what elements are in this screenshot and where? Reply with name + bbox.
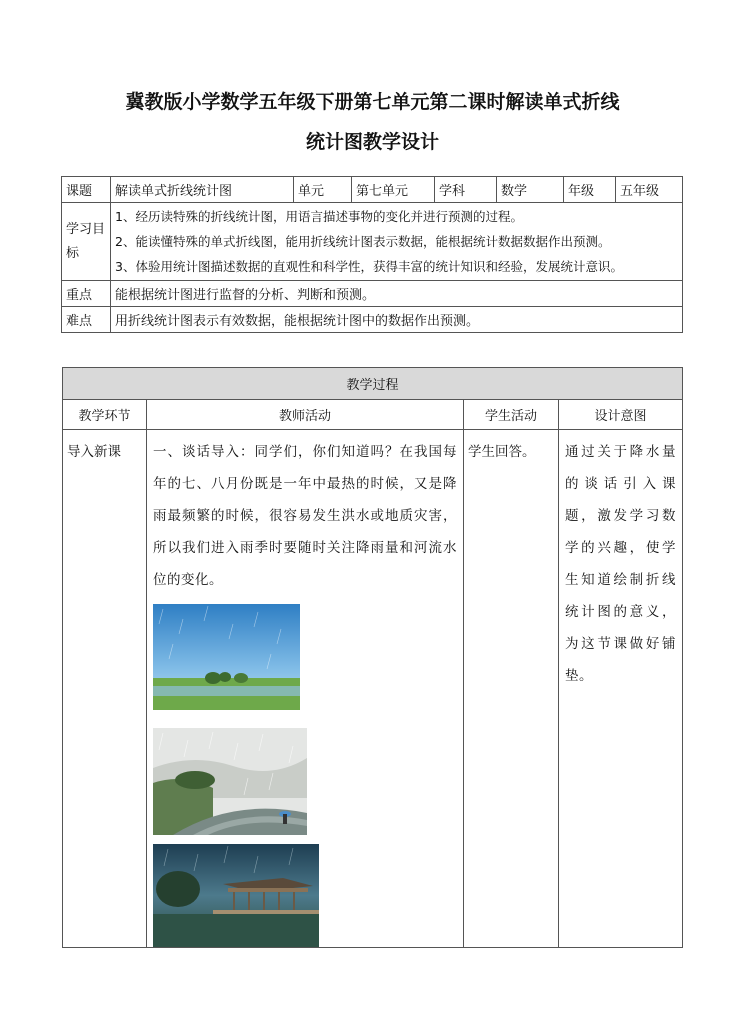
key-value: 能根据统计图进行监督的分析、判断和预测。 <box>111 281 683 307</box>
process-row-intro <box>63 430 683 948</box>
student-activity-cell: 学生回答。 <box>464 430 559 948</box>
teacher-activity-cell <box>147 430 464 948</box>
subject-label: 学科 <box>435 177 497 203</box>
grade-value: 五年级 <box>616 177 683 203</box>
goals-label: 学习目标 <box>62 203 111 281</box>
goal-item: 2、能读懂特殊的单式折线图，能用折线统计图表示数据，能根据统计数据数据作出预测。 <box>115 234 611 249</box>
document-title-line2: 统计图教学设计 <box>305 131 439 153</box>
process-column-headers <box>63 400 683 430</box>
difficult-value: 用折线统计图表示有效数据，能根据统计图中的数据作出预测。 <box>111 307 683 333</box>
goals-list <box>111 203 683 281</box>
topic-label: 课题 <box>62 177 111 203</box>
rain-path-umbrella-photo <box>153 728 307 835</box>
stage-cell: 导入新课 <box>63 430 147 948</box>
unit-value: 第七单元 <box>352 177 435 203</box>
info-row-goals <box>62 203 683 281</box>
difficult-label: 难点 <box>62 307 111 333</box>
goal-item: 3、体验用统计图描述数据的直观性和科学性，获得丰富的统计知识和经验，发展统计意识。 <box>115 259 623 274</box>
document-title-line1: 冀教版小学数学五年级下册第七单元第二课时解读单式折线 <box>125 91 620 113</box>
column-header: 学生活动 <box>464 400 559 430</box>
teacher-activity-text: 一、谈话导入：同学们，你们知道吗？在我国每年的七、八月份既是一年中最热的时候，又是降雨最频繁的时候，很容易发生洪水或地质灾害，所以我们进入雨季时要随时关注降雨量和河流水位的变化。 <box>153 444 457 588</box>
info-row-key <box>62 281 683 307</box>
subject-value: 数学 <box>497 177 564 203</box>
topic-value: 解读单式折线统计图 <box>111 177 294 203</box>
info-row-topic <box>62 177 683 203</box>
column-header: 教师活动 <box>147 400 464 430</box>
design-intent-cell <box>559 430 683 948</box>
rain-pavilion-photo <box>153 844 319 947</box>
rain-field-photo <box>153 604 300 710</box>
lesson-info-table <box>61 176 683 333</box>
grade-label: 年级 <box>564 177 616 203</box>
column-header: 设计意图 <box>559 400 683 430</box>
teaching-process-table <box>62 367 683 948</box>
design-intent-text: 通过关于降水量的谈话引入课题，激发学习数学的兴趣，使学生知道绘制折线统计图的意义，为这节课做好铺垫。 <box>565 444 677 684</box>
column-header: 教学环节 <box>63 400 147 430</box>
process-header: 教学过程 <box>63 368 683 400</box>
info-row-difficult <box>62 307 683 333</box>
key-label: 重点 <box>62 281 111 307</box>
goal-item: 1、经历读特殊的折线统计图，用语言描述事物的变化并进行预测的过程。 <box>115 209 523 224</box>
unit-label: 单元 <box>294 177 352 203</box>
